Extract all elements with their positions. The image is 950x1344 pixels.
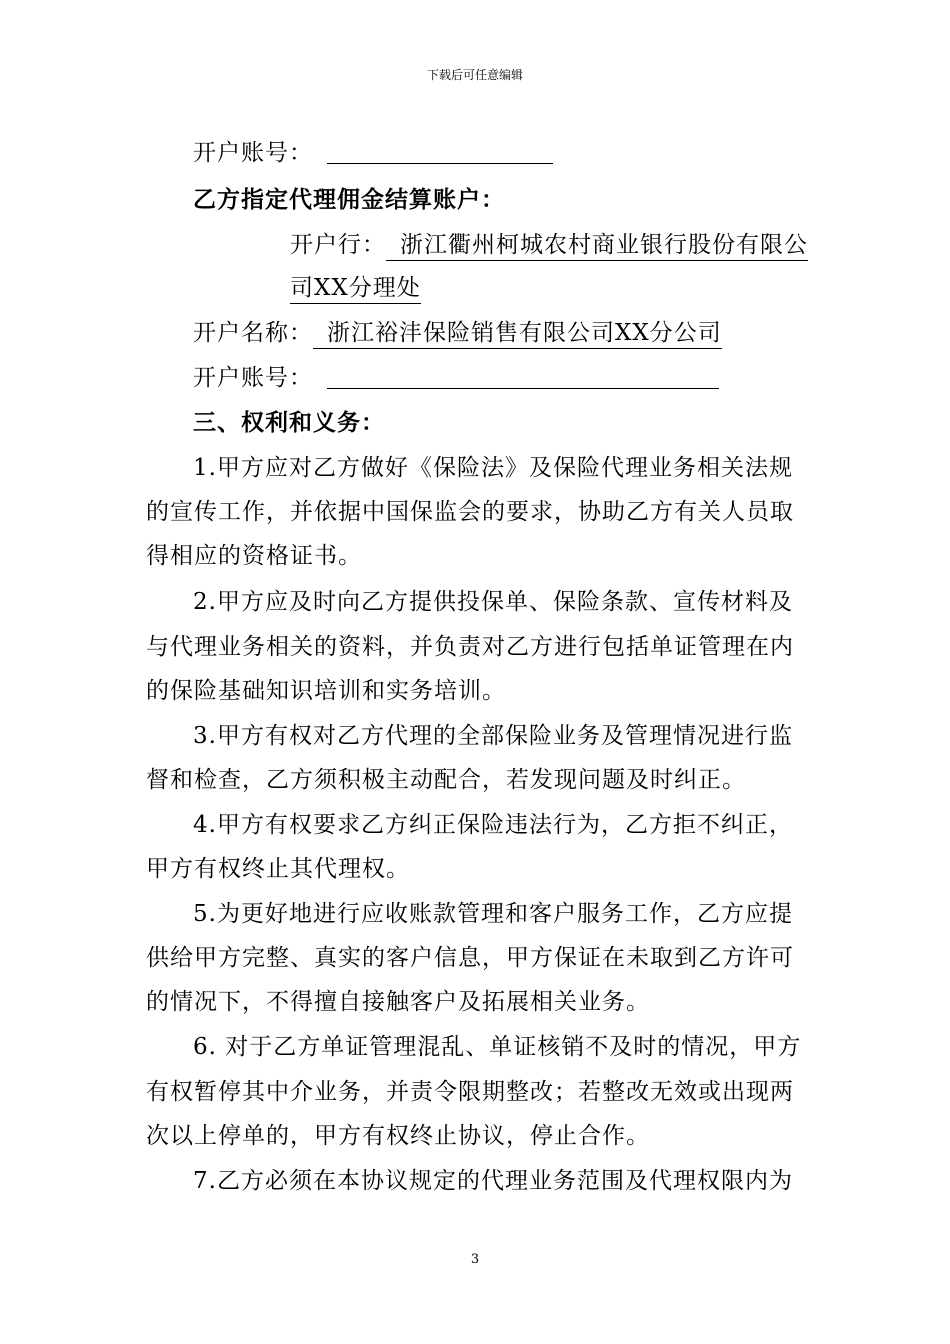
account-name-label: 开户名称： xyxy=(193,320,313,346)
para-4-line-2: 甲方有权终止其代理权。 xyxy=(146,856,410,882)
para-3-line-2: 督和检查，乙方须积极主动配合，若发现问题及时纠正。 xyxy=(146,767,746,793)
para-1-line-1: 1.甲方应对乙方做好《保险法》及保险代理业务相关法规 xyxy=(193,455,793,481)
account-number-line-2 xyxy=(193,363,719,393)
bank-value-1: 浙江衢州柯城农村商业银行股份有限公 xyxy=(386,230,808,261)
para-5-line-1: 5.为更好地进行应收账款管理和客户服务工作，乙方应提 xyxy=(193,901,793,927)
bank-line-2 xyxy=(290,273,421,304)
para-3-line-1: 3.甲方有权对乙方代理的全部保险业务及管理情况进行监 xyxy=(193,723,793,749)
account-number-blank-2 xyxy=(327,364,719,389)
bank-line-1 xyxy=(290,230,808,261)
para-6-line-3: 次以上停单的，甲方有权终止协议，停止合作。 xyxy=(146,1123,650,1149)
account-number-blank xyxy=(327,139,553,164)
para-6-line-2: 有权暂停其中介业务，并责令限期整改；若整改无效或出现两 xyxy=(146,1079,794,1105)
para-2-line-2: 与代理业务相关的资料，并负责对乙方进行包括单证管理在内 xyxy=(146,634,794,660)
account-number-label-2: 开户账号： xyxy=(193,365,313,391)
account-name-line xyxy=(193,318,722,349)
page-header: 下载后可任意编辑 xyxy=(426,68,523,82)
para-1-line-2: 的宣传工作，并依据中国保监会的要求，协助乙方有关人员取 xyxy=(146,499,794,525)
page-number: 3 xyxy=(470,1252,480,1267)
account-number-line-1 xyxy=(193,138,553,168)
account-number-label: 开户账号： xyxy=(193,140,313,166)
para-5-line-3: 的情况下，不得擅自接触客户及拓展相关业务。 xyxy=(146,989,650,1015)
section-3-title: 三、权利和义务： xyxy=(193,409,385,436)
para-1-line-3: 得相应的资格证书。 xyxy=(146,543,362,569)
para-2-line-1: 2.甲方应及时向乙方提供投保单、保险条款、宣传材料及 xyxy=(193,589,793,615)
para-6-line-1: 6. 对于乙方单证管理混乱、单证核销不及时的情况，甲方 xyxy=(193,1034,802,1060)
para-7-line-1: 7.乙方必须在本协议规定的代理业务范围及代理权限内为 xyxy=(193,1168,793,1194)
para-2-line-3: 的保险基础知识培训和实务培训。 xyxy=(146,678,506,704)
commission-account-title: 乙方指定代理佣金结算账户： xyxy=(193,186,505,213)
para-4-line-1: 4.甲方有权要求乙方纠正保险违法行为，乙方拒不纠正， xyxy=(193,812,793,838)
para-5-line-2: 供给甲方完整、真实的客户信息，甲方保证在未取到乙方许可 xyxy=(146,945,794,971)
bank-label: 开户行： xyxy=(290,232,386,258)
account-name-value: 浙江裕沣保险销售有限公司XX分公司 xyxy=(313,318,722,349)
bank-value-2: 司XX分理处 xyxy=(290,273,421,304)
